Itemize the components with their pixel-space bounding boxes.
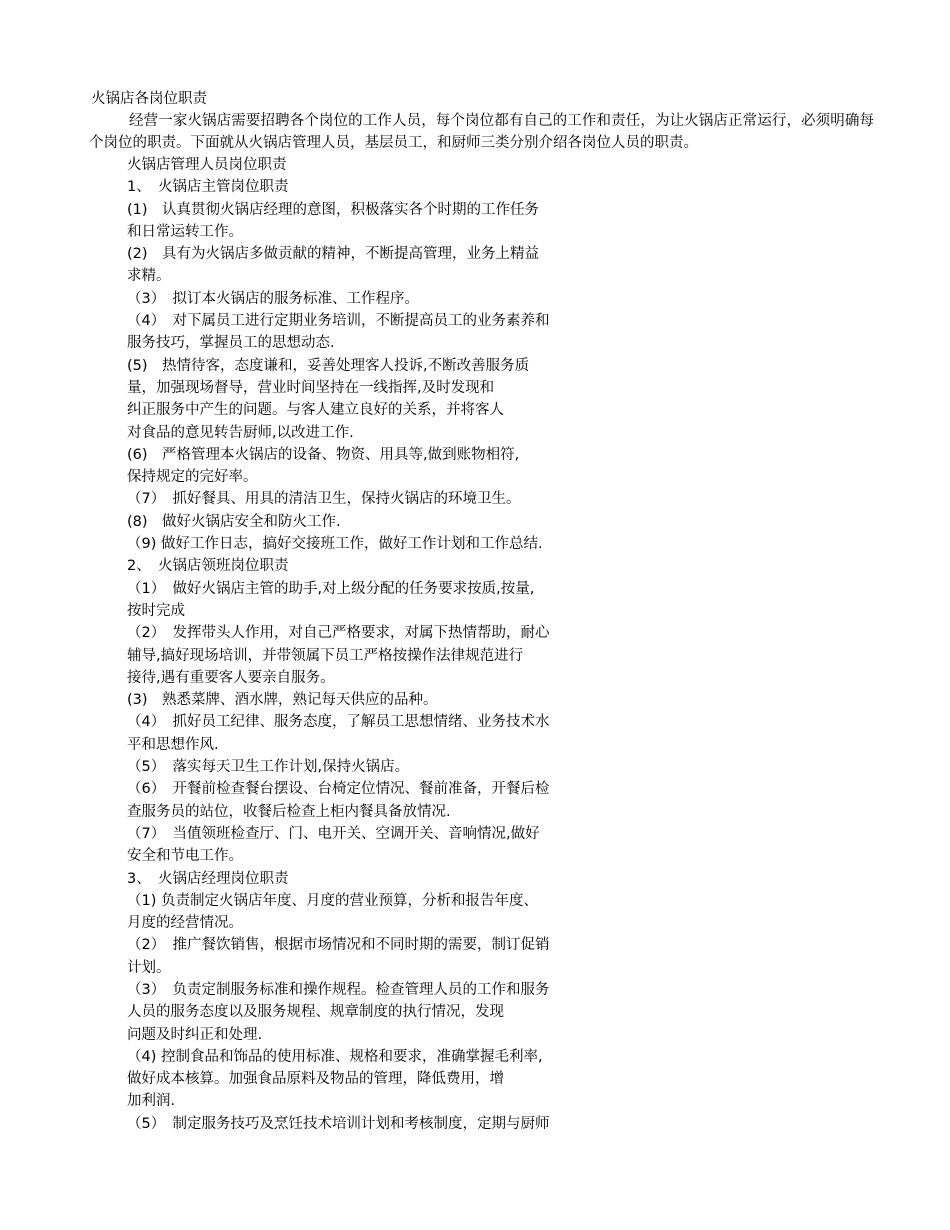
text-line: 按时完成: [127, 602, 185, 619]
text-line: （5） 落实每天卫生工作计划,保持火锅店。: [127, 759, 410, 776]
text-line: 人员的服务态度以及服务规程、规章制度的执行情况，发现: [127, 1004, 504, 1021]
text-line: 3、 火锅店经理岗位职责: [127, 870, 289, 887]
text-line: (1) 认真贯彻火锅店经理的意图，积极落实各个时期的工作任务: [127, 201, 540, 218]
text-line: 问题及时纠正和处理.: [127, 1026, 263, 1043]
text-line: (3) 熟悉菜牌、酒水牌，熟记每天供应的品种。: [127, 692, 438, 709]
text-line: 月度的经营情况。: [127, 915, 243, 932]
text-line: 计划。: [127, 959, 171, 976]
text-line: （7） 当值领班检查厅、门、电开关、空调开关、音响情况,做好: [127, 825, 540, 842]
text-line: （2） 推广餐饮销售，根据市场情况和不同时期的需要，制订促销: [127, 937, 550, 954]
document-title: 火锅店各岗位职责: [91, 91, 207, 107]
text-line: （2） 发挥带头人作用，对自己严格要求，对属下热情帮助，耐心: [127, 625, 550, 642]
text-line: （4） 抓好员工纪律、服务态度，了解员工思想情绪、业务技术水: [127, 714, 550, 731]
text-line: 加利润.: [127, 1093, 176, 1110]
text-line: (8) 做好火锅店安全和防火工作.: [127, 513, 341, 530]
text-line: 做好成本核算。加强食品原料及物品的管理，降低费用，增: [127, 1071, 504, 1088]
text-line: 2、 火锅店领班岗位职责: [127, 558, 289, 575]
text-line: （3） 拟订本火锅店的服务标准、工作程序。: [127, 290, 419, 307]
text-line: 对食品的意见转告厨师,以改进工作.: [127, 424, 354, 441]
text-line: （4) 控制食品和饰品的使用标准、规格和要求，准确掌握毛利率,: [127, 1048, 543, 1065]
text-line: 保持规定的完好率。: [127, 469, 258, 486]
text-line: 火锅店管理人员岗位职责: [127, 157, 287, 173]
text-line: 量，加强现场督导，营业时间坚持在一线指挥,及时发现和: [127, 379, 495, 396]
text-line: (6) 严格管理本火锅店的设备、物资、用具等,做到账物相符,: [127, 446, 520, 463]
text-line: （1) 负责制定火锅店年度、月度的营业预算，分析和报告年度、: [127, 892, 538, 909]
text-line: （3） 负责定制服务标准和操作规程。检查管理人员的工作和服务: [127, 981, 550, 998]
text-line: 平和思想作风.: [127, 736, 219, 753]
text-line: 查服务员的站位，收餐后检查上柜内餐具备放情况.: [127, 803, 451, 820]
text-line: 服务技巧，掌握员工的思想动态.: [127, 335, 335, 352]
document-body: [127, 154, 627, 1135]
text-line: 接待,遇有重要客人要亲自服务。: [127, 669, 335, 686]
text-line: （1） 做好火锅店主管的助手,对上级分配的任务要求按质,按量,: [127, 580, 535, 597]
text-line: (2) 具有为火锅店多做贡献的精神，不断提高管理，业务上精益: [127, 246, 540, 263]
text-line: 纠正服务中产生的问题。与客人建立良好的关系，并将客人: [127, 402, 504, 419]
text-line: 和日常运转工作。: [127, 223, 243, 240]
text-line: 辅导,搞好现场培训，并带领属下员工严格按操作法律规范进行: [127, 647, 524, 664]
text-line: （6） 开餐前检查餐台摆设、台椅定位情况、餐前准备，开餐后检: [127, 781, 550, 798]
text-line: （4） 对下属员工进行定期业务培训，不断提高员工的业务素养和: [127, 313, 550, 330]
intro-paragraph: 经营一家火锅店需要招聘各个岗位的工作人员，每个岗位都有自己的工作和责任，为让火锅店正常运行，必须明确每个岗位的职责。下面就从火锅店管理人员，基层员工，和厨师三类分别介绍各岗位人员的职责。: [89, 113, 874, 151]
text-line: 求精。: [127, 268, 171, 285]
text-line: (5) 热情待客，态度谦和，妥善处理客人投诉,不断改善服务质: [127, 357, 530, 374]
text-line: 1、 火锅店主管岗位职责: [127, 179, 289, 196]
text-line: （9) 做好工作日志，搞好交接班工作，做好工作计划和工作总结.: [127, 536, 543, 553]
text-line: （5） 制定服务技巧及烹饪技术培训计划和考核制度，定期与厨师: [127, 1115, 550, 1132]
text-line: 安全和节电工作。: [127, 848, 243, 865]
text-line: （7） 抓好餐具、用具的清洁卫生，保持火锅店的环境卫生。: [127, 491, 521, 508]
